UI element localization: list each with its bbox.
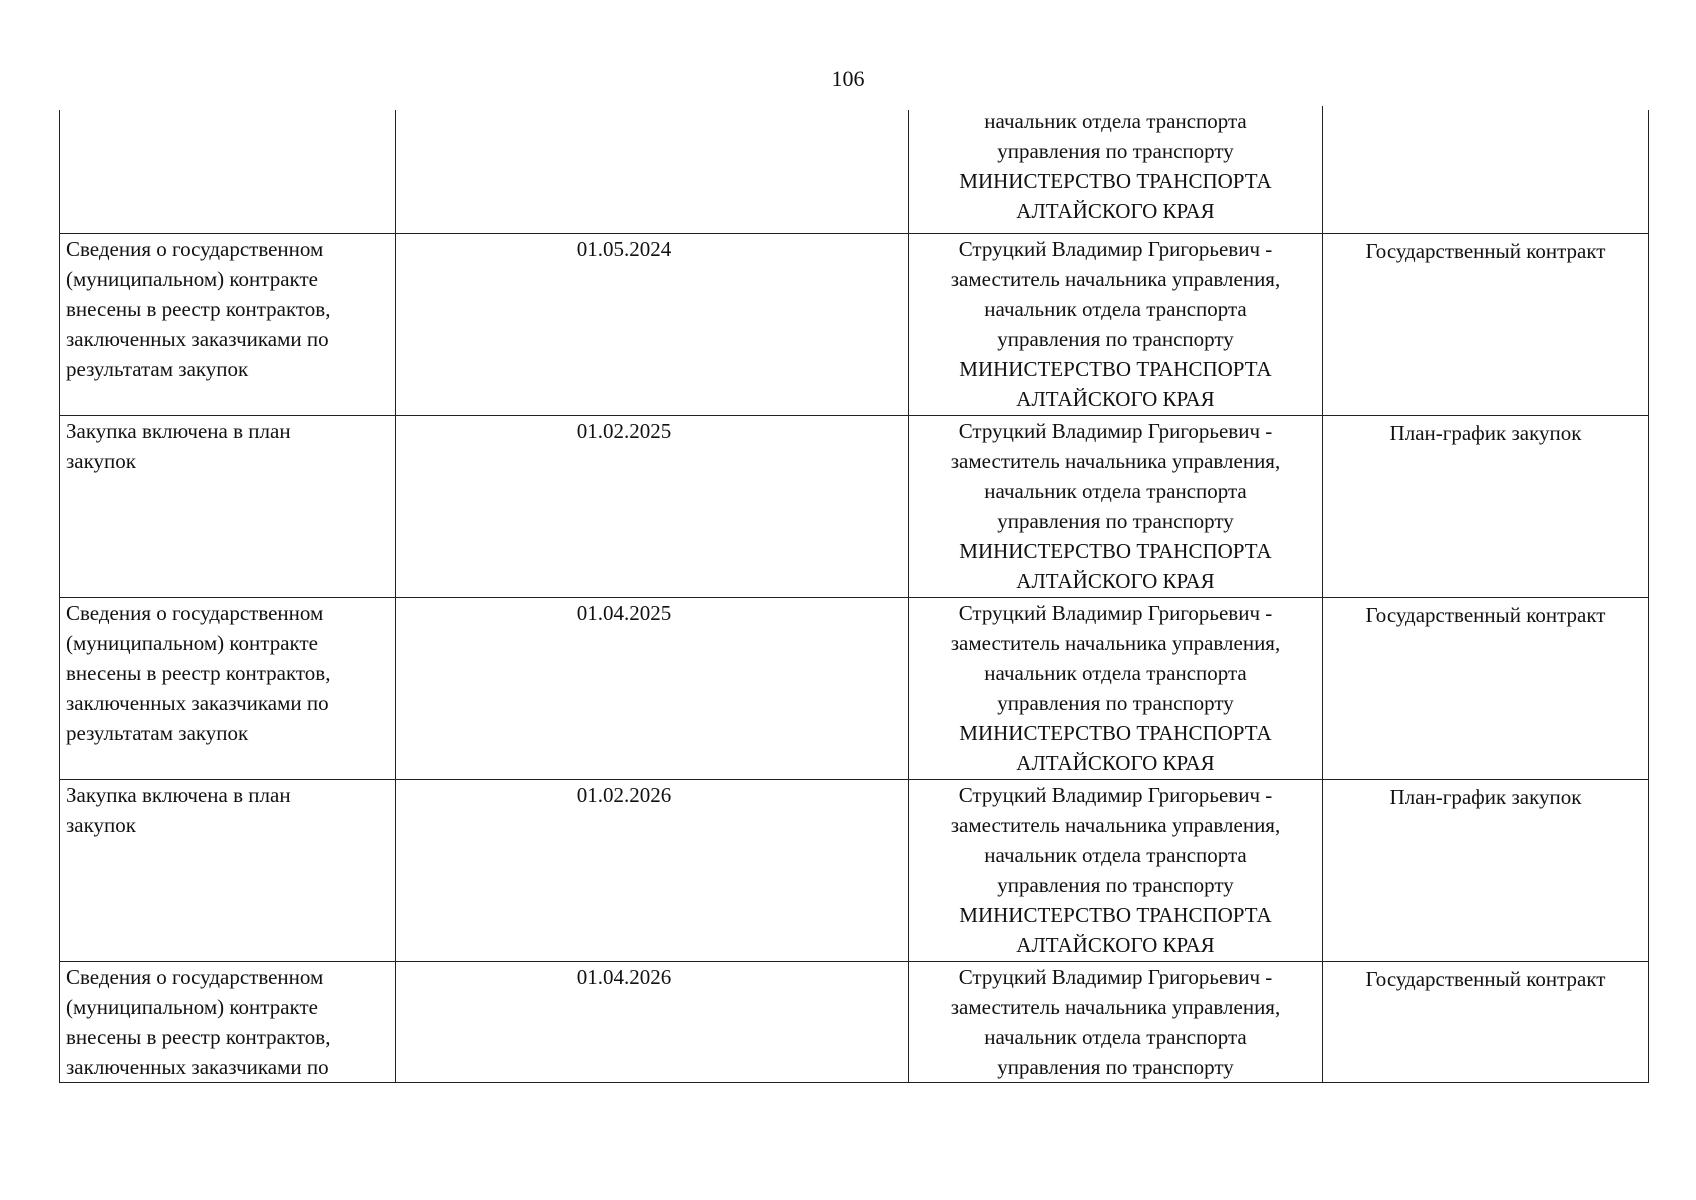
responsible-line: Струцкий Владимир Григорьевич - (958, 237, 1273, 261)
document-cell: Государственный контракт (1323, 962, 1649, 1082)
responsible-line: управления по транспорту (997, 139, 1234, 163)
document-cell: Государственный контракт (1323, 234, 1649, 415)
date-cell: 01.02.2025 (396, 416, 909, 597)
responsible-line: МИНИСТЕРСТВО ТРАНСПОРТА (959, 721, 1272, 745)
responsible-line: заместитель начальника управления, (950, 631, 1281, 655)
responsible-cell (909, 962, 1323, 1082)
responsible-line: Струцкий Владимир Григорьевич - (958, 601, 1273, 625)
schedule-table (59, 110, 1649, 1083)
date-cell: 01.05.2024 (396, 234, 909, 415)
responsible-line: управления по транспорту (997, 509, 1234, 533)
event-line: Закупка включена в план (66, 419, 291, 443)
event-line: результатам закупок (66, 721, 249, 745)
responsible-line: управления по транспорту (997, 327, 1234, 351)
event-line: (муниципальном) контракте (66, 267, 318, 291)
event-cell (59, 416, 396, 597)
responsible-line: начальник отдела транспорта (984, 1025, 1247, 1049)
responsible-line: МИНИСТЕРСТВО ТРАНСПОРТА (959, 539, 1272, 563)
responsible-line: АЛТАЙСКОГО КРАЯ (1016, 387, 1215, 411)
event-line: Закупка включена в план (66, 783, 291, 807)
responsible-line: Струцкий Владимир Григорьевич - (958, 783, 1273, 807)
event-line: заключенных заказчиками по (66, 327, 329, 351)
event-line: внесены в реестр контрактов, (66, 297, 331, 321)
document-cell: План-график закупок (1323, 416, 1649, 597)
responsible-line: начальник отдела транспорта (984, 109, 1247, 133)
event-line: (муниципальном) контракте (66, 995, 318, 1019)
event-line: Сведения о государственном (66, 601, 324, 625)
responsible-cell (909, 106, 1323, 233)
table-row (59, 415, 1649, 597)
responsible-line: заместитель начальника управления, (950, 449, 1281, 473)
responsible-line: начальник отдела транспорта (984, 297, 1247, 321)
responsible-cell (909, 780, 1323, 961)
responsible-line: начальник отдела транспорта (984, 661, 1247, 685)
event-cell (59, 962, 396, 1082)
event-cell (59, 598, 396, 779)
event-line: внесены в реестр контрактов, (66, 1025, 331, 1049)
event-line: Сведения о государственном (66, 237, 324, 261)
responsible-line: МИНИСТЕРСТВО ТРАНСПОРТА (959, 357, 1272, 381)
event-line: заключенных заказчиками по (66, 1055, 329, 1079)
event-line: (муниципальном) контракте (66, 631, 318, 655)
document-cell: Государственный контракт (1323, 598, 1649, 779)
event-cell (59, 780, 396, 961)
responsible-line: АЛТАЙСКОГО КРАЯ (1016, 751, 1215, 775)
responsible-cell (909, 598, 1323, 779)
date-cell: 01.04.2026 (396, 962, 909, 1082)
event-line: заключенных заказчиками по (66, 691, 329, 715)
document-cell (1323, 110, 1649, 233)
responsible-line: начальник отдела транспорта (984, 479, 1247, 503)
date-cell: 01.02.2026 (396, 780, 909, 961)
table-row (59, 110, 1649, 233)
responsible-line: заместитель начальника управления, (950, 995, 1281, 1019)
responsible-line: заместитель начальника управления, (950, 267, 1281, 291)
responsible-cell (909, 234, 1323, 415)
event-line: внесены в реестр контрактов, (66, 661, 331, 685)
responsible-line: АЛТАЙСКОГО КРАЯ (1016, 569, 1215, 593)
responsible-line: МИНИСТЕРСТВО ТРАНСПОРТА (959, 903, 1272, 927)
responsible-line: МИНИСТЕРСТВО ТРАНСПОРТА (959, 169, 1272, 193)
responsible-line: управления по транспорту (997, 1055, 1234, 1079)
table-row (59, 597, 1649, 779)
event-line: результатам закупок (66, 357, 249, 381)
responsible-line: управления по транспорту (997, 873, 1234, 897)
date-cell (396, 110, 909, 233)
event-line: закупок (66, 449, 136, 473)
document-cell: План-график закупок (1323, 780, 1649, 961)
date-cell: 01.04.2025 (396, 598, 909, 779)
responsible-line: АЛТАЙСКОГО КРАЯ (1016, 199, 1215, 223)
responsible-line: заместитель начальника управления, (950, 813, 1281, 837)
event-line: закупок (66, 813, 136, 837)
responsible-line: Струцкий Владимир Григорьевич - (958, 419, 1273, 443)
responsible-line: начальник отдела транспорта (984, 843, 1247, 867)
table-row (59, 961, 1649, 1083)
table-row (59, 233, 1649, 415)
responsible-cell (909, 416, 1323, 597)
responsible-line: Струцкий Владимир Григорьевич - (958, 965, 1273, 989)
responsible-line: управления по транспорту (997, 691, 1234, 715)
table-row (59, 779, 1649, 961)
responsible-line: АЛТАЙСКОГО КРАЯ (1016, 933, 1215, 957)
event-line: Сведения о государственном (66, 965, 324, 989)
event-cell (59, 110, 396, 233)
event-cell (59, 234, 396, 415)
page-number: 106 (831, 66, 865, 91)
